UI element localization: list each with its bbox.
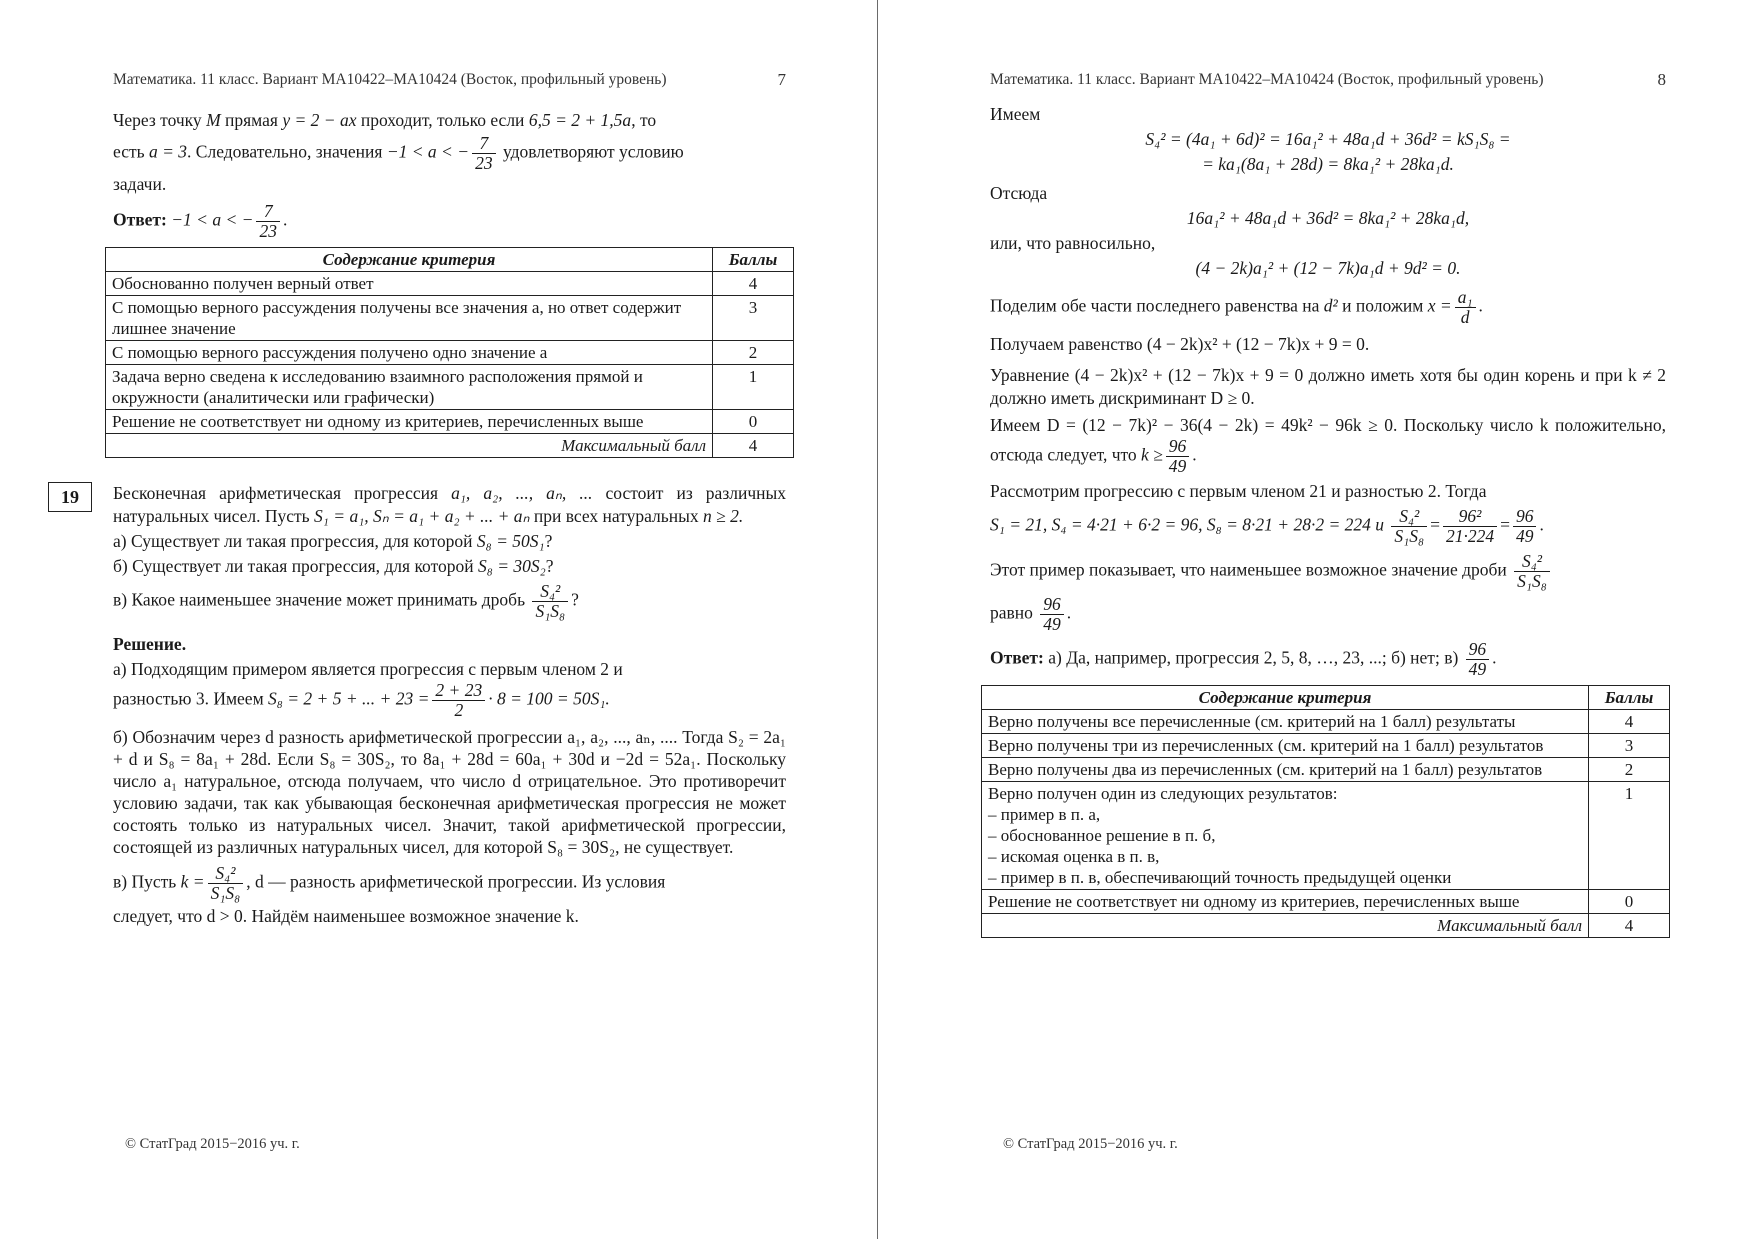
page-number: 7: [777, 70, 786, 89]
equation: (4 − 2k)a₁² + (12 − 7k)a₁d + 9d² = 0.: [1195, 258, 1461, 278]
page-number: 8: [1657, 70, 1666, 89]
question-a: а) Существует ли такая прогрессия, для которой S₈ = 50S₁?: [113, 531, 553, 551]
criteria-table: [981, 685, 1670, 938]
paragraph: S₁ = 21, S₄ = 4·21 + 6·2 = 96, S₈ = 8·21 + 28·2 = 224 и $\frac{\text{S₄²}}{\text{S₁S₈}}$ = $\frac{\text{96²}}{21\cdot 224}$ = $\frac{96}{49}$ .: [990, 506, 1544, 546]
paragraph: задачи.: [113, 174, 167, 194]
table-header-criterion: Содержание критерия: [982, 686, 1589, 710]
criteria-table: [105, 247, 794, 458]
answer: Ответ: а) Да, например, прогрессия 2, 5, 8, …, 23, ...; б) нет; в) $\frac{96}{49}$ .: [990, 639, 1497, 679]
table-row-max: Максимальный балл 4: [106, 434, 794, 458]
paragraph: равно $\frac{96}{49}$ .: [990, 594, 1072, 634]
solution-a: а) Подходящим примером является прогрессия с первым членом 2 и: [113, 659, 623, 679]
solution-b: б) Обозначим через d разность арифметической прогрессии a₁, a₂, ..., aₙ, .... Тогда S₂ = 2a₁ + d и S₈ = 8a₁ + 28d. Если S₈ = 30S₂, то 8a₁ + 28d = 60a₁ + 30d и −2d = 52a₁. Поскольку число a₁ натуральное, отсюда получаем, что число d отрицательное. Это противоречит условию задачи, так как убывающая бесконечная арифметическая прогрессия не может состоять только из натуральных чисел. Значит, такой арифметической прогрессии, состоящей из различных натуральных чисел, для которой S₈ = 30S₂, не существует.: [113, 727, 786, 857]
paragraph: Рассмотрим прогрессию с первым членом 21 и разностью 2. Тогда: [990, 481, 1487, 501]
table-header-criterion: Содержание критерия: [106, 248, 713, 272]
table-row: Решение не соответствует ни одному из критериев, перечисленных выше 0: [982, 890, 1670, 914]
solution-heading: Решение.: [113, 634, 187, 654]
table-row: Верно получены все перечисленные (см. критерий на 1 балл) результаты 4: [982, 710, 1670, 734]
page-left-content: [61, 68, 787, 934]
paragraph: Через точку M прямая y = 2 − ax проходит, только если 6,5 = 2 + 1,5a, то: [113, 110, 657, 130]
table-header-score: Баллы: [713, 248, 794, 272]
table-row: С помощью верного рассуждения получено одно значение a 2: [106, 341, 794, 365]
question-b: б) Существует ли такая прогрессия, для которой S₈ = 30S₂?: [113, 556, 554, 576]
footer-copyright: © СтатГрад 2015−2016 уч. г.: [1003, 1136, 1178, 1152]
list-item: – пример в п. а,: [988, 805, 1101, 824]
list-item: – пример в п. в, обеспечивающий точность предыдущей оценки: [988, 868, 1452, 887]
table-row: Решение не соответствует ни одному из критериев, перечисленных выше 0: [106, 410, 794, 434]
task-statement: Бесконечная арифметическая прогрессия a₁, a₂, ..., aₙ, ... состоит из различных натуральных чисел. Пусть S₁ = a₁, Sₙ = a₁ + a₂ + ... + aₙ при всех натуральных n ≥ 2.: [113, 483, 787, 526]
list-item: – искомая оценка в п. в,: [988, 847, 1160, 866]
page-right-content: [990, 68, 1666, 938]
solution-a-cont: разностью 3. Имеем S₈ = 2 + 5 + ... + 23 = $\frac{2 + 23}{2}$ · 8 = 100 = 50S₁.: [113, 680, 610, 720]
paragraph: Уравнение (4 − 2k)x² + (12 − 7k)x + 9 = 0 должно иметь хотя бы один корень и при k ≠ 2 должно иметь дискриминант D ≥ 0.: [990, 365, 1666, 408]
fraction: $\frac{7}{23}$: [472, 134, 496, 173]
paragraph: Имеем: [990, 104, 1041, 124]
paragraph: Этот пример показывает, что наименьшее возможное значение дроби $\frac{\text{S₄²}}{\text{S₁S₈}}$: [990, 552, 1666, 591]
table-header-score: Баллы: [1589, 686, 1670, 710]
table-row-max: Максимальный балл 4: [982, 914, 1670, 938]
paragraph: Отсюда: [990, 183, 1048, 203]
table-row: Верно получены два из перечисленных (см. критерий на 1 балл) результатов 2: [982, 758, 1670, 782]
page-header: [990, 68, 1666, 91]
page-header: [113, 68, 786, 91]
equation: S₄² = (4a₁ + 6d)² = 16a₁² + 48a₁d + 36d² = kS₁S₈ =: [1145, 129, 1511, 149]
answer: Ответ: −1 < a < − $\frac{7}{23}$ .: [113, 201, 288, 241]
table-row: Верно получен один из следующих результатов: – пример в п. а, – обоснованное решение в п. б, – искомая оценка в п. в, – пример в п. в, обеспечивающий точность предыдущей оценки 1: [982, 782, 1670, 890]
paragraph: Поделим обе части последнего равенства на d² и положим x = $\frac{\text{a₁}}{d}$ .: [990, 287, 1483, 327]
table-row: Задача верно сведена к исследованию взаимного расположения прямой и окружности (аналитически или графически) 1: [106, 365, 794, 410]
solution-c-cont: следует, что d > 0. Найдём наименьшее возможное значение k.: [113, 906, 579, 926]
paragraph: есть a = 3. Следовательно, значения −1 < a < − $\frac{7}{23}$ удовлетворяют условию: [113, 133, 684, 173]
header-title: Математика. 11 класс. Вариант МА10422–МА10424 (Восток, профильный уровень): [113, 71, 667, 88]
equation: 16a₁² + 48a₁d + 36d² = 8ka₁² + 28ka₁d,: [1186, 208, 1470, 228]
paragraph: Получаем равенство (4 − 2k)x² + (12 − 7k)x + 9 = 0.: [990, 334, 1370, 354]
question-c: в) Какое наименьшее значение может принимать дробь $\frac{\text{S₄²}}{\text{S₁S₈}}$ ?: [113, 581, 579, 621]
footer-copyright: © СтатГрад 2015−2016 уч. г.: [125, 1136, 300, 1152]
list-item: – обоснованное решение в п. б,: [988, 826, 1216, 845]
paragraph: Имеем D = (12 − 7k)² − 36(4 − 2k) = 49k² − 96k ≥ 0. Поскольку число k положительно, отсюда следует, что k ≥ $\frac{96}{49}$ .: [990, 415, 1666, 476]
header-title: Математика. 11 класс. Вариант МА10422–МА10424 (Восток, профильный уровень): [990, 71, 1544, 88]
table-row: С помощью верного рассуждения получены все значения a, но ответ содержит лишнее значение 3: [106, 296, 794, 341]
table-row: Обоснованно получен верный ответ 4: [106, 272, 794, 296]
table-row: Верно получены три из перечисленных (см. критерий на 1 балл) результатов 3: [982, 734, 1670, 758]
task-number-badge: 19: [48, 482, 92, 512]
solution-c: в) Пусть k = $\frac{\text{S₄²}}{\text{S₁S₈}}$ , d — разность арифметической прогрессии. Из условия: [113, 863, 666, 903]
paragraph: или, что равносильно,: [990, 233, 1156, 253]
equation: = ka₁(8a₁ + 28d) = 8ka₁² + 28ka₁d.: [1202, 154, 1454, 174]
page-right: [878, 0, 1754, 1239]
